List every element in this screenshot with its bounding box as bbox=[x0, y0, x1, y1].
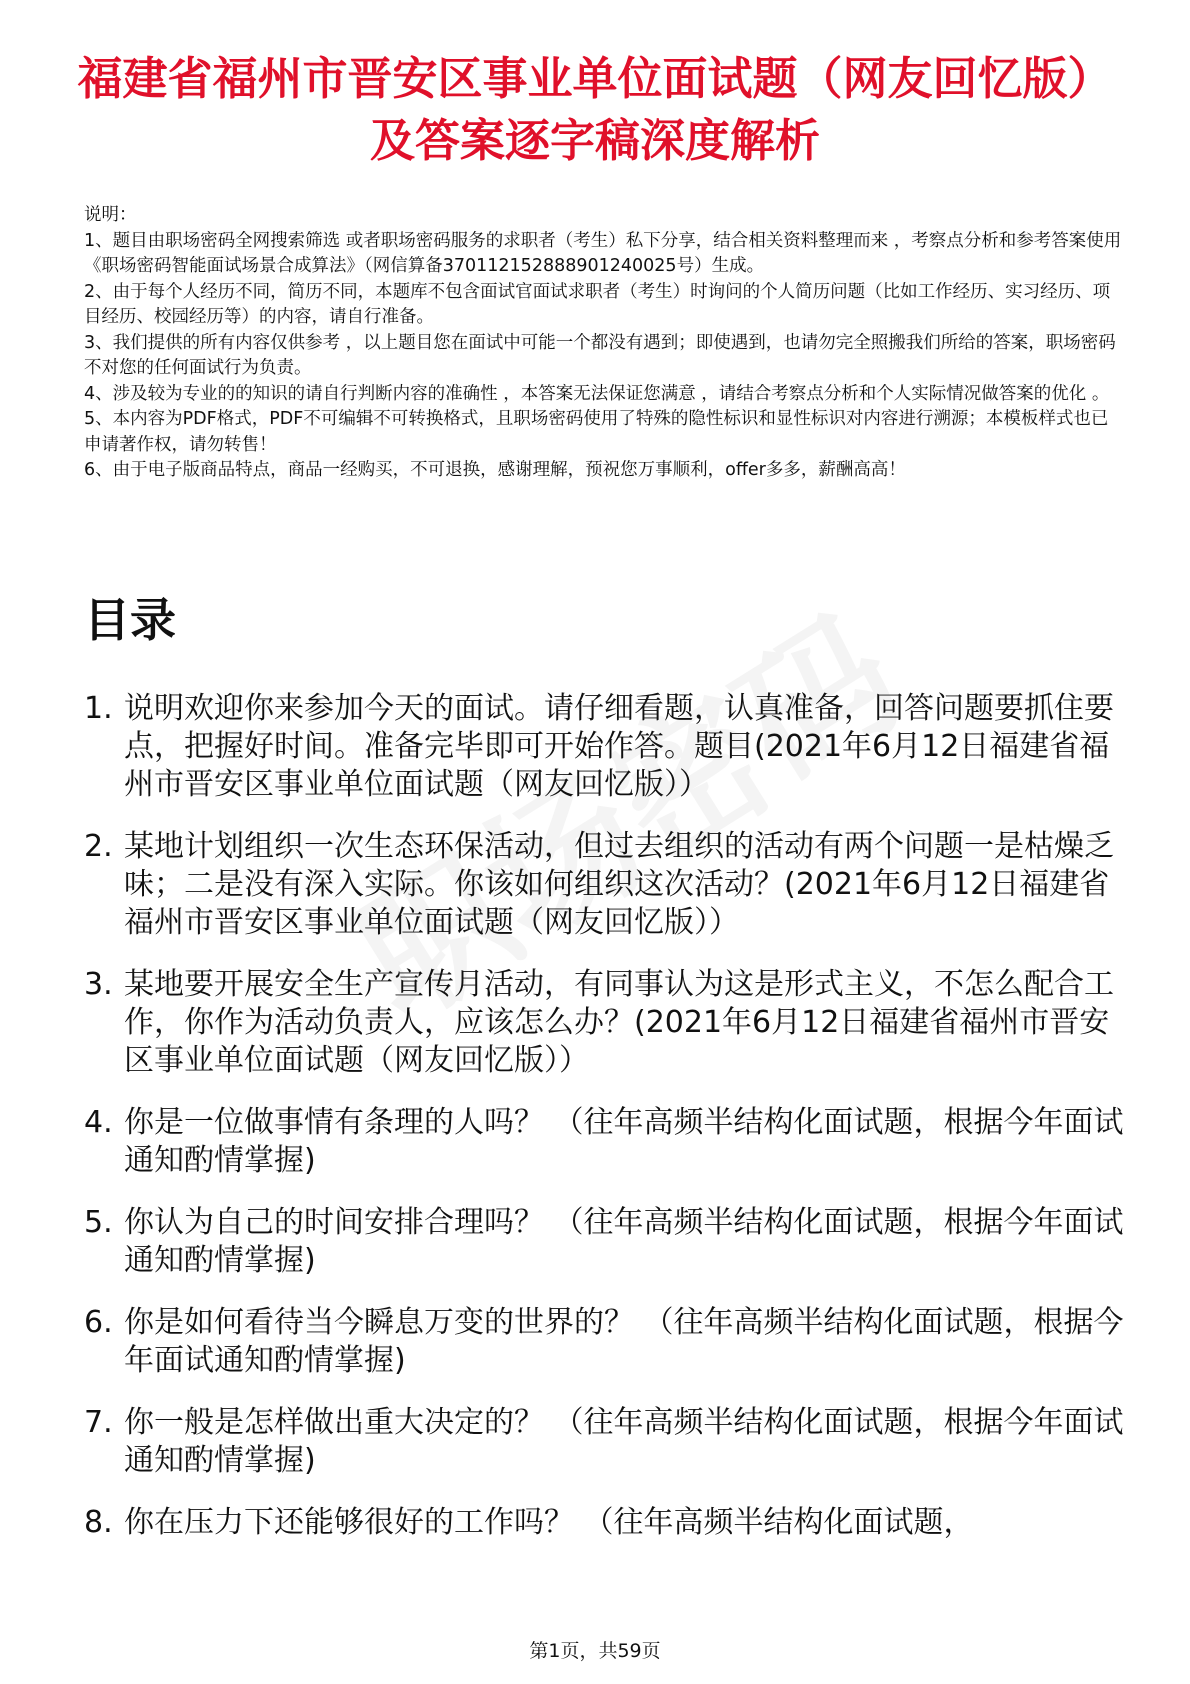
notes-heading: 说明： bbox=[84, 205, 137, 225]
toc-item-text[interactable]: 你认为自己的时间安排合理吗？ （往年高频半结构化面试题，根据今年面试通知酌情掌握) bbox=[124, 1205, 1124, 1278]
toc-heading: 目录 bbox=[84, 593, 176, 647]
document-title: 福建省福州市晋安区事业单位面试题（网友回忆版）及答案逐字稿深度解析 bbox=[77, 52, 1113, 167]
toc-item-text[interactable]: 你是一位做事情有条理的人吗？ （往年高频半结构化面试题，根据今年面试通知酌情掌握) bbox=[124, 1105, 1124, 1178]
toc-item[interactable] bbox=[84, 1104, 1124, 1180]
toc-item-number: 4. bbox=[84, 1105, 113, 1140]
toc-item-text[interactable]: 某地要开展安全生产宣传月活动，有同事认为这是形式主义，不怎么配合工作，你作为活动负责人，应该怎么办？(2021年6月12日福建省福州市晋安区事业单位面试题（网友回忆版）） bbox=[124, 967, 1114, 1078]
note-item: 4、涉及较为专业的的知识的请自行判断内容的准确性 ，本答案无法保证您满意 ，请结合考察点分析和个人实际情况做答案的优化 。 bbox=[84, 383, 1110, 404]
toc-item-number: 5. bbox=[84, 1205, 113, 1240]
toc-item-text[interactable]: 你在压力下还能够很好的工作吗？ （往年高频半结构化面试题， bbox=[124, 1505, 974, 1540]
toc-item[interactable] bbox=[84, 1204, 1124, 1280]
note-item: 3、我们提供的所有内容仅供参考 ，以上题目您在面试中可能一个都没有遇到；即使遇到，也请勿完全照搬我们所给的答案，职场密码不对您的任何面试行为负责。 bbox=[84, 332, 1116, 378]
toc-item-number: 3. bbox=[84, 967, 113, 1002]
note-item: 1、题目由职场密码全网搜索筛选 或者职场密码服务的求职者（考生）私下分享，结合相关资料整理而来 ，考察点分析和参考答案使用《职场密码智能面试场景合成算法》（网信算备370112152888901240025号）生成。 bbox=[84, 230, 1122, 276]
toc-item-number: 2. bbox=[84, 829, 113, 864]
toc-item-text[interactable]: 某地计划组织一次生态环保活动，但过去组织的活动有两个问题一是枯燥乏味；二是没有深入实际。你该如何组织这次活动？(2021年6月12日福建省福州市晋安区事业单位面试题（网友回忆版）） bbox=[124, 829, 1114, 940]
toc-item-text[interactable]: 你是如何看待当今瞬息万变的世界的？ （往年高频半结构化面试题，根据今年面试通知酌情掌握) bbox=[124, 1305, 1124, 1378]
note-item: 5、本内容为PDF格式，PDF不可编辑不可转换格式，且职场密码使用了特殊的隐性标识和显性标识对内容进行溯源；本模板样式也已申请著作权，请勿转售！ bbox=[84, 409, 1109, 455]
toc-item-number: 7. bbox=[84, 1405, 113, 1440]
toc-item-number: 1. bbox=[84, 691, 113, 726]
toc-item-text[interactable]: 你一般是怎样做出重大决定的？ （往年高频半结构化面试题，根据今年面试通知酌情掌握) bbox=[124, 1405, 1124, 1478]
table-of-contents bbox=[84, 690, 1124, 1566]
notes-section bbox=[84, 203, 1124, 484]
toc-item-number: 6. bbox=[84, 1305, 113, 1340]
note-item: 2、由于每个人经历不同，简历不同，本题库不包含面试官面试求职者（考生）时询问的个人简历问题（比如工作经历、实习经历、项目经历、校园经历等）的内容，请自行准备。 bbox=[84, 281, 1111, 327]
toc-item[interactable] bbox=[84, 966, 1124, 1080]
toc-item[interactable] bbox=[84, 1404, 1124, 1480]
toc-item[interactable] bbox=[84, 1504, 1124, 1542]
toc-item-number: 8. bbox=[84, 1505, 113, 1540]
page-footer: 第1页，共59页 bbox=[529, 1640, 661, 1662]
toc-item[interactable] bbox=[84, 828, 1124, 942]
toc-item[interactable] bbox=[84, 690, 1124, 804]
toc-item[interactable] bbox=[84, 1304, 1124, 1380]
note-item: 6、由于电子版商品特点，商品一经购买，不可退换，感谢理解，预祝您万事顺利，offer多多，薪酬高高！ bbox=[84, 460, 906, 480]
toc-item-text[interactable]: 说明欢迎你来参加今天的面试。请仔细看题，认真准备，回答问题要抓住要点，把握好时间。准备完毕即可开始作答。题目(2021年6月12日福建省福州市晋安区事业单位面试题（网友回忆版）） bbox=[124, 691, 1114, 802]
